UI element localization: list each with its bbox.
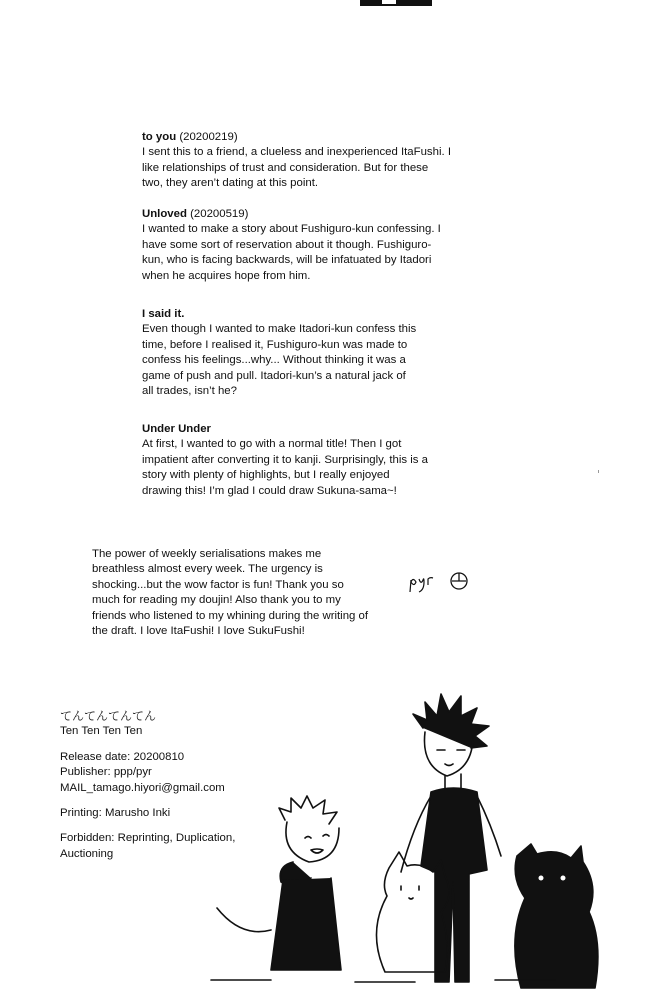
note-entry [142, 422, 432, 499]
top-edge-mark [360, 0, 432, 8]
release-date: Release date: 20200810 [60, 750, 185, 763]
note-text: I wanted to make a story about Fushiguro-kun confessing. I have some sort of reservation about it though. Fushiguro-kun, who is facing backwards, will be infatuated by Itadori when he acquires hope from him. [142, 223, 441, 282]
note-entry [142, 307, 420, 399]
note-date: (20200219) [179, 131, 238, 143]
note-title: to you (20200219) [142, 131, 238, 143]
stray-mark [598, 470, 599, 473]
note-title: Unloved (20200519) [142, 208, 249, 220]
contact-mail: MAIL_tamago.hiyori@gmail.com [60, 781, 225, 794]
note-title: I said it. [142, 308, 185, 320]
forbidden-notice: Forbidden: Reprinting, Duplication, Auctioning [60, 832, 236, 860]
note-text: I sent this to a friend, a clueless and inexperienced ItaFushi. I like relationships of trust and consideration. But for these two, they aren’t dating at this point. [142, 146, 451, 190]
note-date: (20200519) [190, 208, 249, 220]
book-title-jp: てんてんてんてん [60, 709, 157, 723]
afterword-text: The power of weekly serialisations makes me breathless almost every week. The urgency is shocking...but the wow factor is fun! Thank you so much for reading my doujin! Also thank you to my friends who listened to my whining during the writing of the draft. I love ItaFushi! I love SukuFushi! [92, 548, 369, 638]
note-entry [142, 207, 442, 284]
printing: Printing: Marusho Inki [60, 807, 171, 820]
note-title: Under Under [142, 423, 211, 435]
character-illustration [205, 680, 668, 990]
book-title-en: Ten Ten Ten Ten [60, 725, 143, 738]
note-text: At first, I wanted to go with a normal title! Then I got impatient after converting it to kanji. Surprisingly, this is a story with plenty of highlights, but I really enjoyed drawing this! I’m glad I could draw Sukuna-sama~! [142, 438, 428, 497]
note-text: Even though I wanted to make Itadori-kun confess this time, before I realised it, Fushiguro-kun was made to confess his feelings...why... Without thinking it was a game of push and pull. Itadori-kun’s a natural jack of all trades, isn’t he? [142, 323, 417, 398]
publisher: Publisher: ppp/pyr [60, 766, 152, 779]
handwritten-signature [407, 568, 477, 598]
note-entry [142, 130, 452, 192]
